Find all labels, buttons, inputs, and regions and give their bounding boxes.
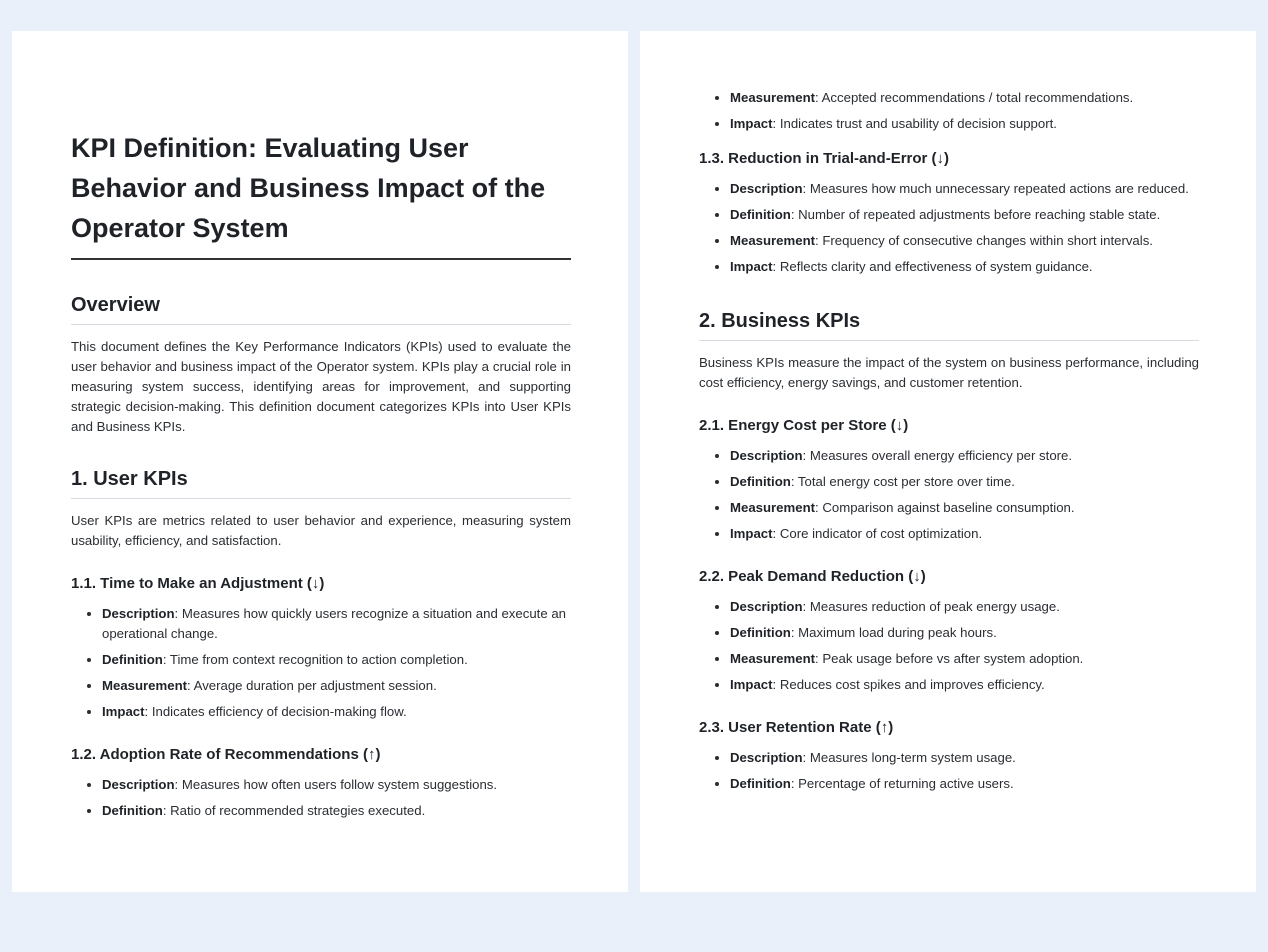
- kpi-time-to-adjust-heading: 1.1. Time to Make an Adjustment (↓): [71, 575, 325, 592]
- list-item: [730, 675, 1199, 695]
- item-text: : Measures how much unnecessary repeated actions are reduced.: [802, 181, 1189, 196]
- kpi-time-to-adjust-list: [71, 604, 571, 722]
- list-item: [730, 623, 1199, 643]
- list-item: [730, 774, 1199, 794]
- list-item: [730, 472, 1199, 492]
- item-text: : Number of repeated adjustments before reaching stable state.: [790, 207, 1161, 222]
- list-item: [730, 597, 1199, 617]
- item-text: : Time from context recognition to action completion.: [162, 652, 468, 667]
- item-label: Description: [730, 750, 803, 765]
- item-label: Impact: [102, 704, 145, 719]
- item-text: : Measures reduction of peak energy usage.: [802, 599, 1060, 614]
- item-text: : Average duration per adjustment session.: [187, 678, 437, 693]
- list-item: [730, 257, 1199, 277]
- list-item: [102, 702, 571, 722]
- list-item: [102, 604, 571, 644]
- overview-text: This document defines the Key Performance Indicators (KPIs) used to evaluate the user behavior and business impact of the Operator system. KPIs play a crucial role in measuring system success, identifying areas for improvement, and supporting strategic decision-making. This definition document categorizes KPIs into User KPIs and Business KPIs.: [71, 339, 571, 434]
- item-text: : Measures how quickly users recognize a situation and execute an operational change.: [102, 606, 566, 641]
- list-item: [730, 88, 1199, 108]
- item-label: Impact: [730, 526, 773, 541]
- item-text: : Indicates trust and usability of decision support.: [772, 116, 1057, 131]
- item-label: Measurement: [730, 233, 816, 248]
- document-title: KPI Definition: Evaluating User Behavior and Business Impact of the Operator System: [71, 128, 571, 260]
- kpi-adoption-rate-list: [71, 775, 571, 821]
- kpi-retention-rate-heading: 2.3. User Retention Rate (↑): [699, 719, 894, 736]
- kpi-peak-demand-list: [699, 597, 1199, 695]
- list-item: [102, 676, 571, 696]
- list-item: [102, 801, 571, 821]
- item-label: Description: [730, 448, 803, 463]
- kpi-trial-error-list: [699, 179, 1199, 277]
- item-text: : Peak usage before vs after system adoption.: [815, 651, 1084, 666]
- item-text: : Measures long-term system usage.: [802, 750, 1016, 765]
- list-item: [102, 650, 571, 670]
- list-item: [730, 498, 1199, 518]
- kpi-energy-cost-heading: 2.1. Energy Cost per Store (↓): [699, 417, 909, 434]
- item-text: : Frequency of consecutive changes within short intervals.: [815, 233, 1153, 248]
- kpi-trial-error-heading: 1.3. Reduction in Trial-and-Error (↓): [699, 150, 950, 167]
- item-text: : Reduces cost spikes and improves efficiency.: [772, 677, 1045, 692]
- list-item: [730, 748, 1199, 768]
- list-item: [102, 775, 571, 795]
- list-item: [730, 205, 1199, 225]
- item-label: Description: [102, 606, 175, 621]
- item-text: : Accepted recommendations / total recommendations.: [815, 90, 1134, 105]
- item-text: : Percentage of returning active users.: [790, 776, 1014, 791]
- item-label: Impact: [730, 259, 773, 274]
- item-label: Definition: [730, 625, 791, 640]
- list-item: [730, 231, 1199, 251]
- kpi-energy-cost-list: [699, 446, 1199, 544]
- list-item: [730, 649, 1199, 669]
- item-label: Measurement: [730, 651, 816, 666]
- kpi-adoption-rate-list-continued: [699, 88, 1199, 134]
- item-label: Definition: [102, 803, 163, 818]
- item-label: Measurement: [730, 500, 816, 515]
- item-label: Definition: [730, 474, 791, 489]
- kpi-retention-rate-list: [699, 748, 1199, 794]
- list-item: [730, 524, 1199, 544]
- business-kpis-heading: 2. Business KPIs: [699, 308, 1199, 341]
- item-label: Measurement: [730, 90, 816, 105]
- item-text: : Measures how often users follow system suggestions.: [174, 777, 498, 792]
- item-label: Description: [730, 181, 803, 196]
- item-label: Description: [730, 599, 803, 614]
- item-text: : Comparison against baseline consumption.: [815, 500, 1075, 515]
- item-text: : Core indicator of cost optimization.: [772, 526, 983, 541]
- list-item: [730, 114, 1199, 134]
- user-kpis-heading: 1. User KPIs: [71, 466, 571, 499]
- item-label: Impact: [730, 677, 773, 692]
- item-text: : Ratio of recommended strategies executed.: [162, 803, 426, 818]
- kpi-adoption-rate-heading: 1.2. Adoption Rate of Recommendations (↑): [71, 746, 381, 763]
- overview-heading: Overview: [71, 292, 571, 325]
- item-label: Definition: [102, 652, 163, 667]
- list-item: [730, 446, 1199, 466]
- business-kpis-intro: Business KPIs measure the impact of the system on business performance, including cost efficiency, energy savings, and customer retention.: [699, 355, 1199, 390]
- item-label: Impact: [730, 116, 773, 131]
- list-item: [730, 179, 1199, 199]
- user-kpis-intro: User KPIs are metrics related to user behavior and experience, measuring system usability, efficiency, and satisfaction.: [71, 513, 571, 548]
- item-text: : Reflects clarity and effectiveness of system guidance.: [772, 259, 1093, 274]
- page-right: [640, 31, 1256, 892]
- item-text: : Total energy cost per store over time.: [790, 474, 1015, 489]
- item-text: : Measures overall energy efficiency per store.: [802, 448, 1073, 463]
- item-label: Measurement: [102, 678, 188, 693]
- item-label: Definition: [730, 207, 791, 222]
- kpi-peak-demand-heading: 2.2. Peak Demand Reduction (↓): [699, 568, 926, 585]
- item-text: : Indicates efficiency of decision-making flow.: [144, 704, 407, 719]
- item-label: Description: [102, 777, 175, 792]
- page-left: [12, 31, 628, 892]
- item-text: : Maximum load during peak hours.: [790, 625, 997, 640]
- item-label: Definition: [730, 776, 791, 791]
